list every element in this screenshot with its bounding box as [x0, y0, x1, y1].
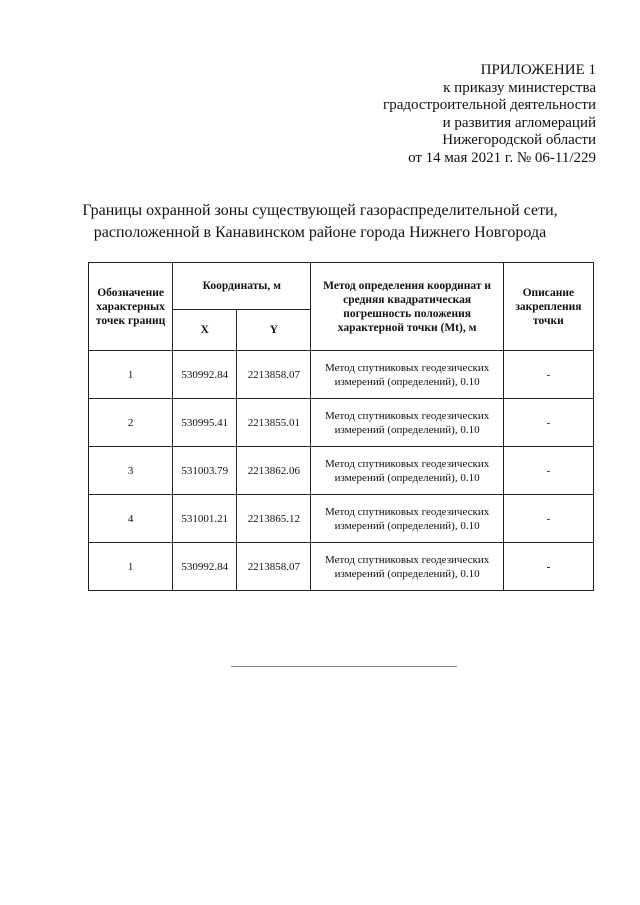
appendix-line: и развития агломераций — [442, 114, 596, 131]
cell-x: 530992.84 — [173, 351, 237, 399]
header-description: Описание закрепления точки — [503, 263, 593, 351]
cell-point-id: 2 — [89, 399, 173, 447]
title-line-2: расположенной в Канавинском районе города Нижнего Новгорода — [93, 224, 547, 241]
cell-point-id: 1 — [89, 543, 173, 591]
cell-x: 530992.84 — [173, 543, 237, 591]
header-x: X — [173, 310, 237, 351]
appendix-header — [276, 62, 596, 168]
cell-y: 2213855.01 — [237, 399, 311, 447]
cell-x: 530995.41 — [173, 399, 237, 447]
title-line-1: Границы охранной зоны существующей газораспределительной сети, — [82, 202, 558, 219]
cell-y: 2213858.07 — [237, 351, 311, 399]
header-coordinates: Координаты, м — [173, 263, 311, 310]
appendix-title: ПРИЛОЖЕНИЕ 1 — [480, 62, 596, 78]
appendix-line: Нижегородской области — [442, 132, 596, 149]
separator-line — [231, 666, 457, 667]
cell-x: 531001.21 — [173, 495, 237, 543]
table-row — [89, 351, 594, 399]
cell-method: Метод спутниковых геодезических измерений (определений), 0.10 — [311, 495, 503, 543]
cell-point-id: 3 — [89, 447, 173, 495]
appendix-line: градостроительной деятельности — [383, 97, 596, 114]
table-row — [89, 447, 594, 495]
cell-description: - — [503, 495, 593, 543]
cell-x: 531003.79 — [173, 447, 237, 495]
cell-description: - — [503, 399, 593, 447]
cell-method: Метод спутниковых геодезических измерений (определений), 0.10 — [311, 447, 503, 495]
header-y: Y — [237, 310, 311, 351]
boundary-points-table — [88, 262, 594, 591]
cell-method: Метод спутниковых геодезических измерений (определений), 0.10 — [311, 399, 503, 447]
table-row — [89, 495, 594, 543]
cell-description: - — [503, 543, 593, 591]
cell-method: Метод спутниковых геодезических измерений (определений), 0.10 — [311, 351, 503, 399]
header-point-id: Обозначение характерных точек границ — [89, 263, 173, 351]
cell-y: 2213865.12 — [237, 495, 311, 543]
cell-description: - — [503, 351, 593, 399]
table-row — [89, 399, 594, 447]
cell-point-id: 1 — [89, 351, 173, 399]
header-method: Метод определения координат и средняя квадратическая погрешность положения характерной точки (Mt), м — [311, 263, 503, 351]
cell-y: 2213858.07 — [237, 543, 311, 591]
cell-point-id: 4 — [89, 495, 173, 543]
cell-description: - — [503, 447, 593, 495]
cell-y: 2213862.06 — [237, 447, 311, 495]
document-title — [0, 200, 640, 244]
appendix-order-date: от 14 мая 2021 г. № 06-11/229 — [408, 149, 596, 166]
appendix-line: к приказу министерства — [443, 79, 596, 96]
table-row — [89, 543, 594, 591]
cell-method: Метод спутниковых геодезических измерений (определений), 0.10 — [311, 543, 503, 591]
